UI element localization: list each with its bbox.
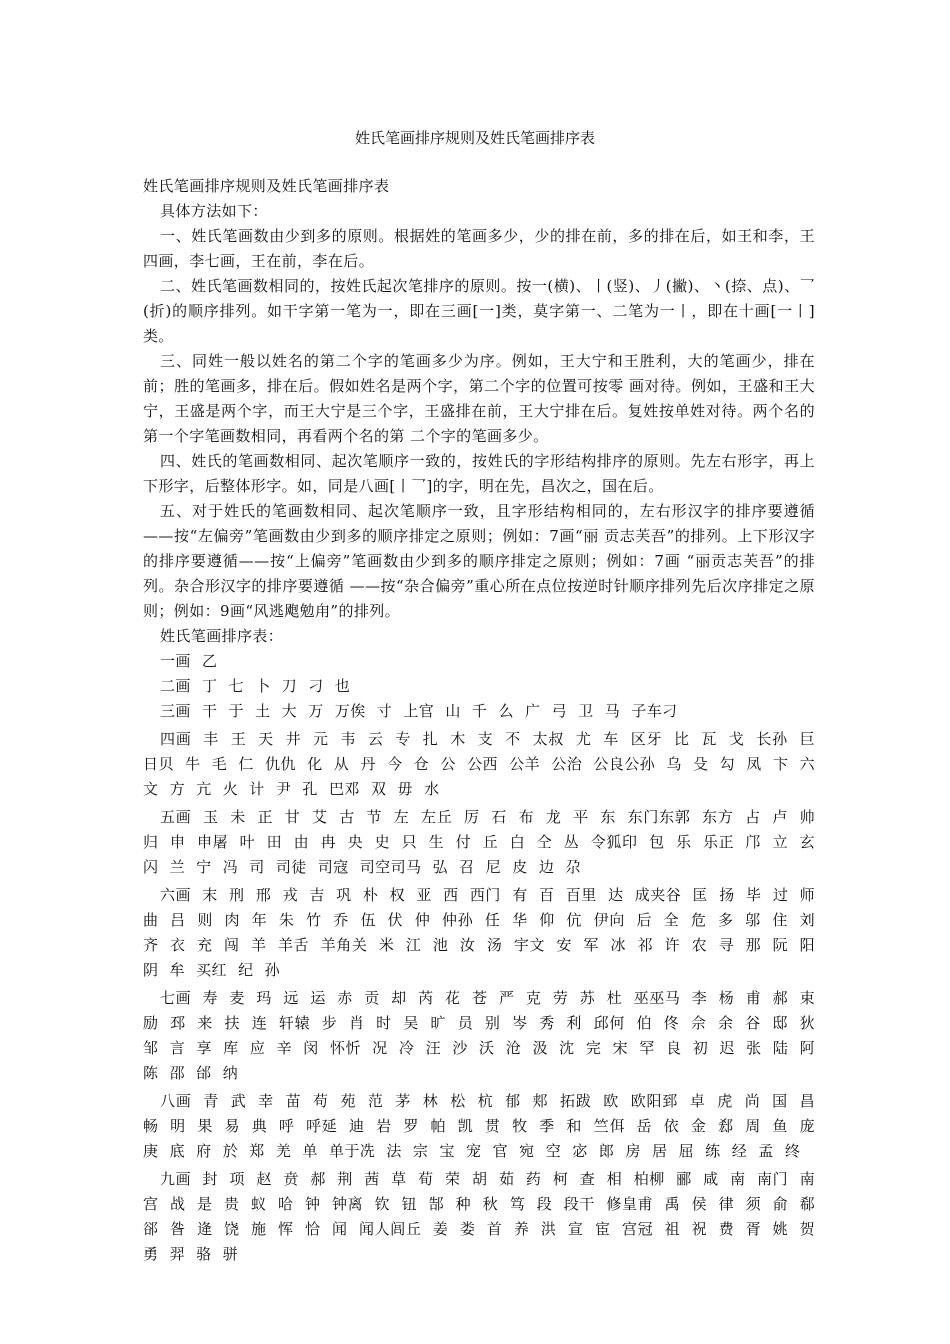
rule-paragraph-3: 三、同姓一般以姓名的第二个字的笔画多少为序。例如，王大宁和王胜利，大的笔画少，排在前；胜的笔画多，排在后。假如姓名是两个字，第二个字的位置可按零 画对待。例如，王盛和王大宁，王盛是两个字，而王大宁是三个字，王盛排在前，王大宁排在后。复姓按单姓对待。两个名的第一个字笔画数相同，再看两个名的第 二个字的笔画多少。 — [143, 352, 815, 445]
rule-paragraph-5: 五、对于姓氏的笔画数相同、起次笔顺序一致，且字形结构相同的，左右形汉字的排序要遵循——按“左偏旁”笔画数由少到多的顺序排定之原则；例如：7画“丽 贡志芙吾”的排列。上下形汉字的排序要遵循——按“上偏旁”笔画数由少到多的顺序排定之原则；例如：7画 “丽贡志芙吾”的排列。杂合形汉字的排序要遵循 ——按“杂合偏旁”重心所在点位按逆时针顺序排列先后次序排定之原则；例如：9画“风逃飑勉甪”的排列。 — [143, 502, 815, 620]
intro-paragraph: 具体方法如下： — [160, 202, 268, 220]
rule-paragraph-2: 二、姓氏笔画数相同的，按姓氏起次笔排序的原则。按一(横)、丨(竖)、丿(撇)、丶(捺、点)、乛(折)的顺序排列。如干字第一笔为一，即在三画[一]类，莫字第一、二笔为一丨，即在十画[一丨]类。 — [143, 277, 815, 345]
rule-paragraph-1: 一、姓氏笔画数由少到多的原则。根据姓的笔画多少，少的排在前，多的排在后，如王和李，王四画，李七画，王在前，李在后。 — [143, 227, 815, 270]
document-body — [143, 174, 815, 1267]
stroke-row-8: 八画 青 武 幸 苗 苟 苑 范 茅 林 松 杭 郁 郏 拓跋 欧 欧阳郅 卓 虎 尚 国 昌 畅 明 果 易 典 呼 呼延 迪 岩 罗 帕 凯 贯 牧 季 和 竺佴 岳 依 金 郄 周 鱼 庞 庚 底 府 於 郑 羌 单 单于冼 法 宗 宝 宠 官 宛 空 宓 郎 房 居 屈 练 经 孟 终 — [143, 1092, 815, 1160]
stroke-row-5: 五画 玉 未 正 甘 艾 古 节 左 左丘 厉 石 布 龙 平 东 东门东郭 东方 占 卢 帅 归 申 申屠 叶 田 由 冉 央 史 只 生 付 丘 白 仝 丛 令狐印 包 乐 乐正 邝 立 玄 闪 兰 宁 冯 司 司徒 司寇 司空司马 弘 召 尼 皮 边 尕 — [143, 808, 815, 876]
stroke-row-9: 九画 封 项 赵 贲 郝 荆 茜 草 荀 荣 胡 茹 药 柯 查 相 柏柳 郦 咸 南 南门 南宫 战 是 贵 蚁 哈 钟 钟离 钦 钮 郜 种 秋 笃 段 段干 修皇甫 禹 侯 律 须 俞 郗 郤 昝 逄 饶 施 恽 恰 闻 闻人闾丘 姜 娄 首 养 洪 宣 宦 宫冠 祖 祝 费 胥 姚 贺 勇 羿 骆 骈 — [143, 1170, 815, 1263]
stroke-row-3: 三画 干 于 土 大 万 万俟 寸 上官 山 千 么 广 弓 卫 马 子车刁 — [160, 702, 678, 720]
rule-paragraph-4: 四、姓氏的笔画数相同、起次笔顺序一致的，按姓氏的字形结构排序的原则。先左右形字，再上下形字，后整体形字。如，同是八画[丨乛]的字，明在先，昌次之，国在后。 — [143, 452, 815, 495]
stroke-row-6: 六画 末 刑 邢 戎 吉 巩 朴 权 亚 西 西门 有 百 百里 达 成夹谷 匡 扬 毕 过 师 曲 吕 则 肉 年 朱 竹 乔 伍 伏 仲 仲孙 任 华 仰 伉 伊向 后 全 危 多 邬 住 刘 齐 衣 充 闯 羊 羊舌 羊角关 米 江 池 汝 汤 宇文 安 军 冰 祁 许 农 寻 那 阮 阳 阴 牟 买红 纪 孙 — [143, 886, 815, 979]
stroke-row-2: 二画 丁 七 卜 刀 刁 也 — [160, 677, 351, 695]
table-heading: 姓氏笔画排序表： — [160, 627, 284, 645]
stroke-row-4: 四画 丰 王 天 井 元 韦 云 专 扎 木 支 不 太叔 尤 车 区牙 比 瓦 戈 长孙 巨 日贝 牛 毛 仁 仇仇 化 从 丹 今 仓 公 公西 公羊 公治 公良公孙 乌 殳 勾 凤 卞 六 文 方 亢 火 计 尹 孔 巴邓 双 毋 水 — [143, 730, 815, 798]
page-title: 姓氏笔画排序规则及姓氏笔画排序表 — [354, 129, 595, 147]
stroke-row-1: 一画 乙 — [160, 652, 218, 670]
stroke-row-7: 七画 寿 麦 玛 远 运 赤 贡 却 芮 花 苍 严 克 劳 苏 杜 巫巫马 李 杨 甫 郝 束 励 邳 来 扶 连 轩辕 步 肖 时 吴 旷 员 别 岑 秀 利 邱何 伯 佟 佘 余 谷 邸 狄 邹 言 享 库 应 辛 闵 怀忻 况 冷 汪 沙 沃 沧 汲 沈 完 宋 罕 良 初 迟 张 陆 阿 陈 邵 邰 纳 — [143, 989, 815, 1082]
section-heading: 姓氏笔画排序规则及姓氏笔画排序表 — [143, 177, 390, 195]
